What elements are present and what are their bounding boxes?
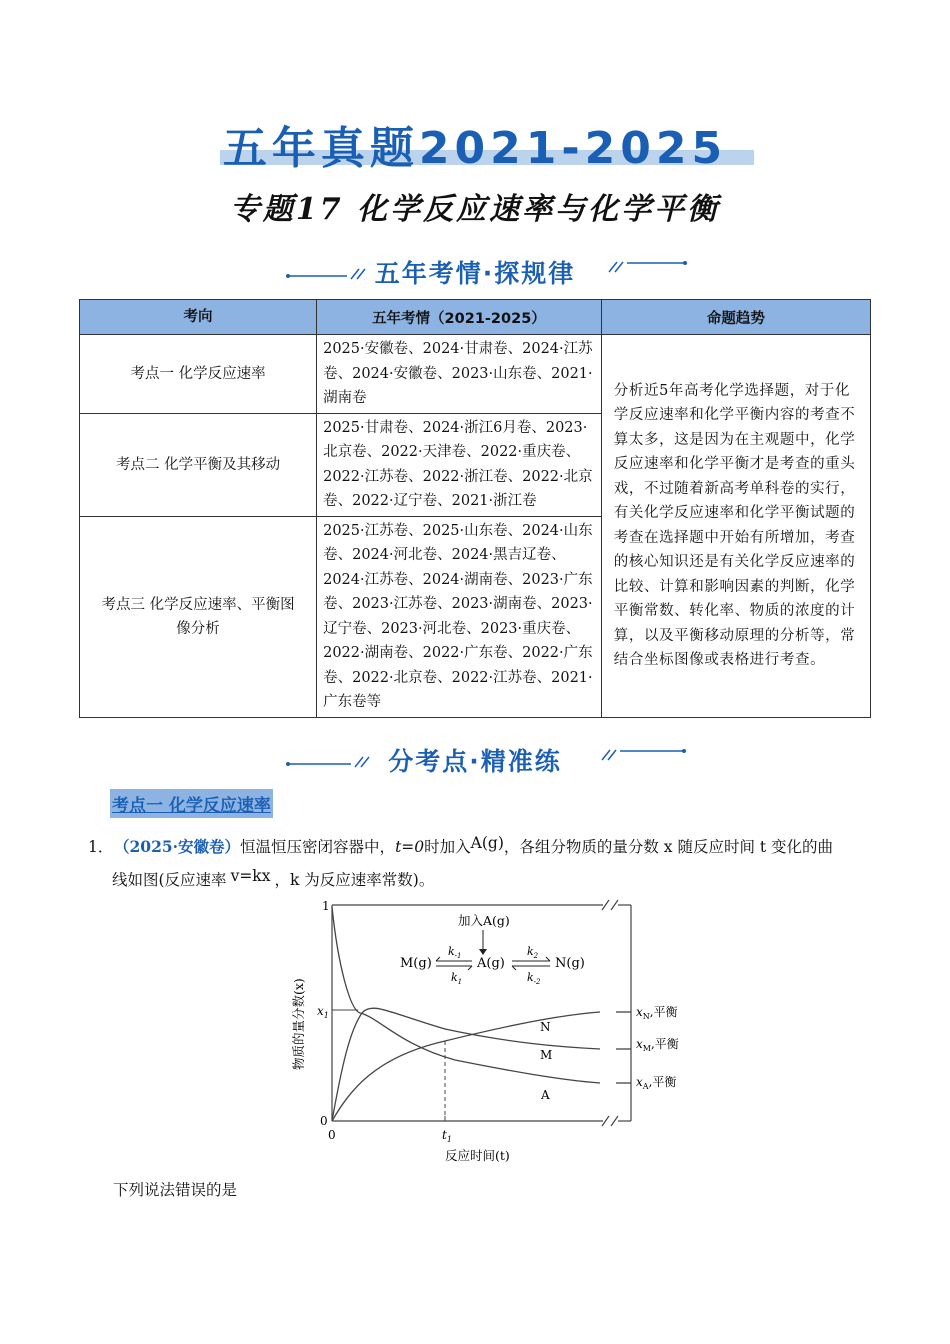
table-header-row — [80, 300, 871, 335]
curve-M-label: M — [540, 1048, 553, 1062]
section-title-1: 五年考情·探规律 — [374, 259, 576, 288]
x-zero-label: 0 — [328, 1128, 336, 1142]
papers-cell: 2025·安徽卷、2024·甘肃卷、2024·江苏卷、2024·安徽卷、2023·山东卷、2021·湖南卷 — [317, 335, 602, 414]
x1-label: $x_1$ — [317, 1004, 329, 1020]
curve-A-line — [332, 907, 600, 1083]
right-ornament-icon — [598, 746, 688, 764]
add-A-label: 加入A(g) — [458, 913, 510, 928]
question-text: 恒温恒压密闭容器中， — [240, 838, 396, 856]
xM-eq-label: $x_M$,平衡 — [636, 1037, 679, 1053]
table-header: 考向 — [80, 300, 317, 335]
question-text: 时加入 — [424, 838, 471, 856]
question-line-2 — [88, 864, 868, 897]
section-header-2 — [0, 740, 950, 780]
k-minus1-label: $k_{-1}$ — [448, 945, 462, 960]
t1-label: $t_1$ — [442, 1128, 452, 1144]
x-axis-title: 反应时间(t) — [445, 1148, 510, 1163]
question-text: ，各组分物质的量分数 x 随反应时间 t 变化的曲 — [503, 838, 834, 856]
banner-title: 五年真题2021-2025 — [222, 123, 728, 174]
papers-cell: 2025·甘肃卷、2024·浙江6月卷、2023·北京卷、2022·天津卷、2022·重庆卷、2022·江苏卷、2022·浙江卷、2022·北京卷、2022·辽宁卷、2021·浙江卷 — [317, 413, 602, 516]
question-prompt: 下列说法错误的是 — [113, 1181, 238, 1199]
xN-eq-label: $x_N$,平衡 — [636, 1005, 678, 1021]
species-A: A(g) — [477, 956, 505, 971]
reaction-figure — [290, 895, 690, 1175]
curve-A-label: A — [541, 1088, 550, 1102]
question-text: ，k 为反应速率常数)。 — [274, 871, 435, 889]
k-minus2-label: $k_{-2}$ — [527, 971, 541, 986]
y-top-label: 1 — [322, 899, 330, 913]
axis-break-icon — [602, 900, 618, 1126]
kaodian-tag: 考点一 化学反应速率 — [110, 789, 273, 818]
question-vkx: v=kx — [230, 867, 271, 885]
y-zero-label: 0 — [320, 1114, 328, 1128]
y-axis-title: 物质的量分数(x) — [291, 978, 306, 1070]
species-N: N(g) — [555, 956, 585, 971]
table-header: 五年考情（2021-2025） — [317, 300, 602, 335]
question-1 — [88, 830, 868, 897]
topic-cell: 考点一 化学反应速率 — [80, 335, 317, 414]
question-line-1 — [88, 830, 868, 864]
trend-cell: 分析近5年高考化学选择题，对于化学反应速率和化学平衡内容的考查不算太多，这是因为在主观题中，化学反应速率和化学平衡才是考查的重头戏，不过随着新高考单科卷的实行，有关化学反应速率和化学平衡试题的考查在选择题中开始有所增加，考查的核心知识还是有关化学反应速率的比较、计算和影响因素的判断，化学平衡常数、转化率、物质的浓度的计算，以及平衡移动原理的分析等，常结合坐标图像或表格进行考查。 — [601, 335, 870, 718]
page-subtitle: 专题17 化学反应速率与化学平衡 — [229, 192, 721, 227]
curve-N-line — [332, 1012, 600, 1121]
papers-cell: 2025·江苏卷、2025·山东卷、2024·山东卷、2024·河北卷、2024·黑吉辽卷、2024·江苏卷、2024·湖南卷、2023·广东卷、2023·江苏卷、2023·湖南卷、2023·辽宁卷、2023·河北卷、2023·重庆卷、2022·湖南卷、2022·广东卷、2022·广东卷、2022·北京卷、2022·江苏卷、2021·广东卷等 — [317, 516, 602, 717]
equilibrium-arrows-right-icon — [512, 957, 550, 970]
question-number: 1． — [88, 838, 114, 856]
xA-eq-label: $x_A$,平衡 — [636, 1075, 677, 1091]
exam-analysis-table — [79, 299, 871, 718]
question-ag: A(g) — [470, 834, 504, 852]
curve-N-label: N — [540, 1020, 551, 1034]
question-t0: t=0 — [395, 838, 425, 856]
question-source: （2025·安徽卷） — [114, 837, 241, 856]
down-arrow-icon — [479, 949, 487, 955]
table-header: 命题趋势 — [601, 300, 870, 335]
species-M: M(g) — [400, 956, 432, 971]
section-header-1 — [0, 252, 950, 292]
section-title-2: 分考点·精准练 — [388, 747, 562, 776]
k2-label: $k_2$ — [527, 945, 539, 960]
topic-cell: 考点三 化学反应速率、平衡图像分析 — [80, 516, 317, 717]
topic-cell: 考点二 化学平衡及其移动 — [80, 413, 317, 516]
table-row — [80, 335, 871, 414]
k1-label: $k_1$ — [451, 971, 463, 986]
question-text: 线如图(反应速率 — [112, 871, 227, 889]
right-ornament-icon — [605, 258, 690, 276]
curve-M-line — [332, 1008, 600, 1121]
